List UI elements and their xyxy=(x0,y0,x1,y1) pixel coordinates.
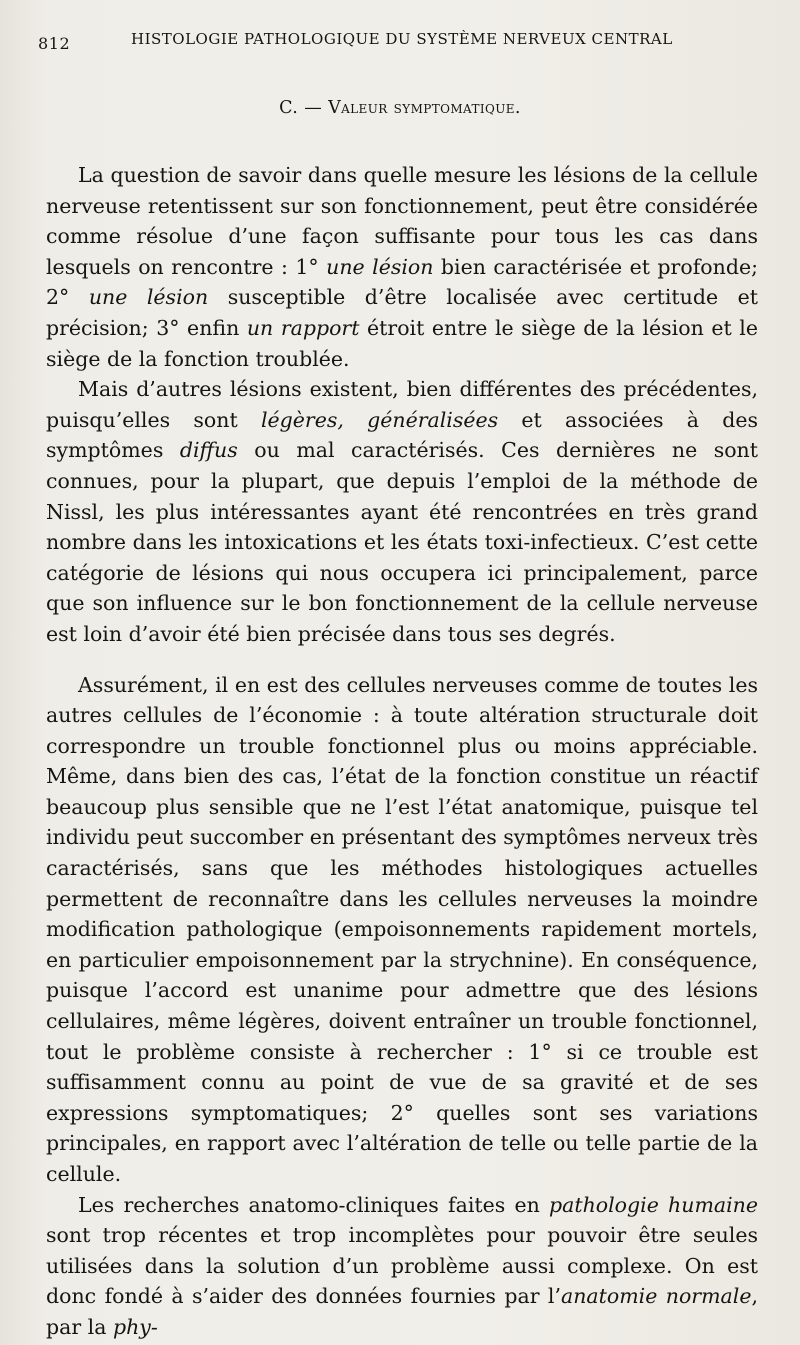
italic-run: légères, généralisées xyxy=(260,407,499,432)
section-title: Valeur symptomatique. xyxy=(328,98,521,118)
page-number: 812 xyxy=(38,34,71,53)
italic-run: une lésion xyxy=(326,254,434,279)
paragraph-2 xyxy=(46,374,758,649)
italic-run: une lésion xyxy=(88,285,209,310)
italic-run: diffus xyxy=(179,438,238,463)
text-run: ou mal caractérisés. Ces dernières ne sont connues, pour la plupart, que depuis l’emploi de la méthode de Nissl, les plus intéressantes ayant été rencontrées en très grand nombre dans les intoxications et les états toxi-infectieux. C’est cette catégorie de lésions qui nous occupera ici principalement, parce que son influence sur le bon fonctionnement de la cellule nerveuse est loin d’avoir été bien précisée dans tous ses degrés. xyxy=(46,438,759,646)
italic-run: pathologie humaine xyxy=(549,1192,758,1217)
running-title: HISTOLOGIE PATHOLOGIQUE DU SYSTÈME NERVEUX CENTRAL xyxy=(131,30,673,48)
text-run: Les recherches anatomo-cliniques faites en xyxy=(78,1192,549,1217)
paragraph-4 xyxy=(46,1190,758,1343)
text-run: bien caractérisée et profonde; 2° xyxy=(46,254,758,310)
italic-run: phy- xyxy=(112,1314,158,1339)
section-heading xyxy=(0,98,800,118)
text-run: étroit entre le siège de la lésion et le siège de la fonction troublée. xyxy=(46,315,758,371)
text-run: Mais d’autres lésions existent, bien différentes des précédentes, puisqu’elles sont xyxy=(46,377,758,432)
body-text xyxy=(46,160,758,1343)
italic-run: anatomie normale xyxy=(560,1284,752,1309)
paragraph-3 xyxy=(46,670,758,1190)
text-run: et associées à des symptômes xyxy=(46,407,758,463)
text-run: sont trop récentes et trop incomplètes pour pouvoir être seules utilisées dans la solution d’un problème aussi complexe. On est donc fondé à s’aider des données fournies par l’ xyxy=(46,1223,758,1309)
running-header xyxy=(38,30,738,54)
text-run: La question de savoir dans quelle mesure les lésions de la cellule nerveuse retentissent sur son fonctionnement, peut être considérée comme résolue d’une façon suffisante pour tous les cas dans lesquels on rencontre : 1° xyxy=(46,163,758,279)
paragraph-gap xyxy=(46,650,758,670)
text-run: susceptible d’être localisée avec certitude et précision; 3° enfin xyxy=(46,285,758,340)
text-run: Assurément, il en est des cellules nerveuses comme de toutes les autres cellules de l’économie : à toute altération structurale doit correspondre un trouble fonctionnel plus ou moins appréciable. Même, dans bien des cas, l’état de la fonction constitue un réactif beaucoup plus sensible que ne l’est l’état anatomique, puisque tel individu peut succomber en présentant des symptômes nerveux très caractérisés, sans que les méthodes histologiques actuelles permettent de reconnaître dans les cellules nerveuses la moindre modification pathologique (empoisonnements rapidement mortels, en particulier empoisonnement par la strychnine). En conséquence, puisque l’accord est unanime pour admettre que des lésions cellulaires, même légères, doivent entraîner un trouble fonctionnel, tout le problème consiste à rechercher : 1° si ce trouble est suffisamment connu au point de vue de sa gravité et de ses expressions symptomatiques; 2° quelles sont ses variations principales, en rapport avec l’altération de telle ou telle partie de la cellule. xyxy=(46,672,758,1186)
paragraph-1 xyxy=(46,160,758,374)
text-run: , par la xyxy=(46,1284,758,1339)
section-letter: C. — xyxy=(279,98,323,118)
italic-run: un rapport xyxy=(246,315,360,340)
